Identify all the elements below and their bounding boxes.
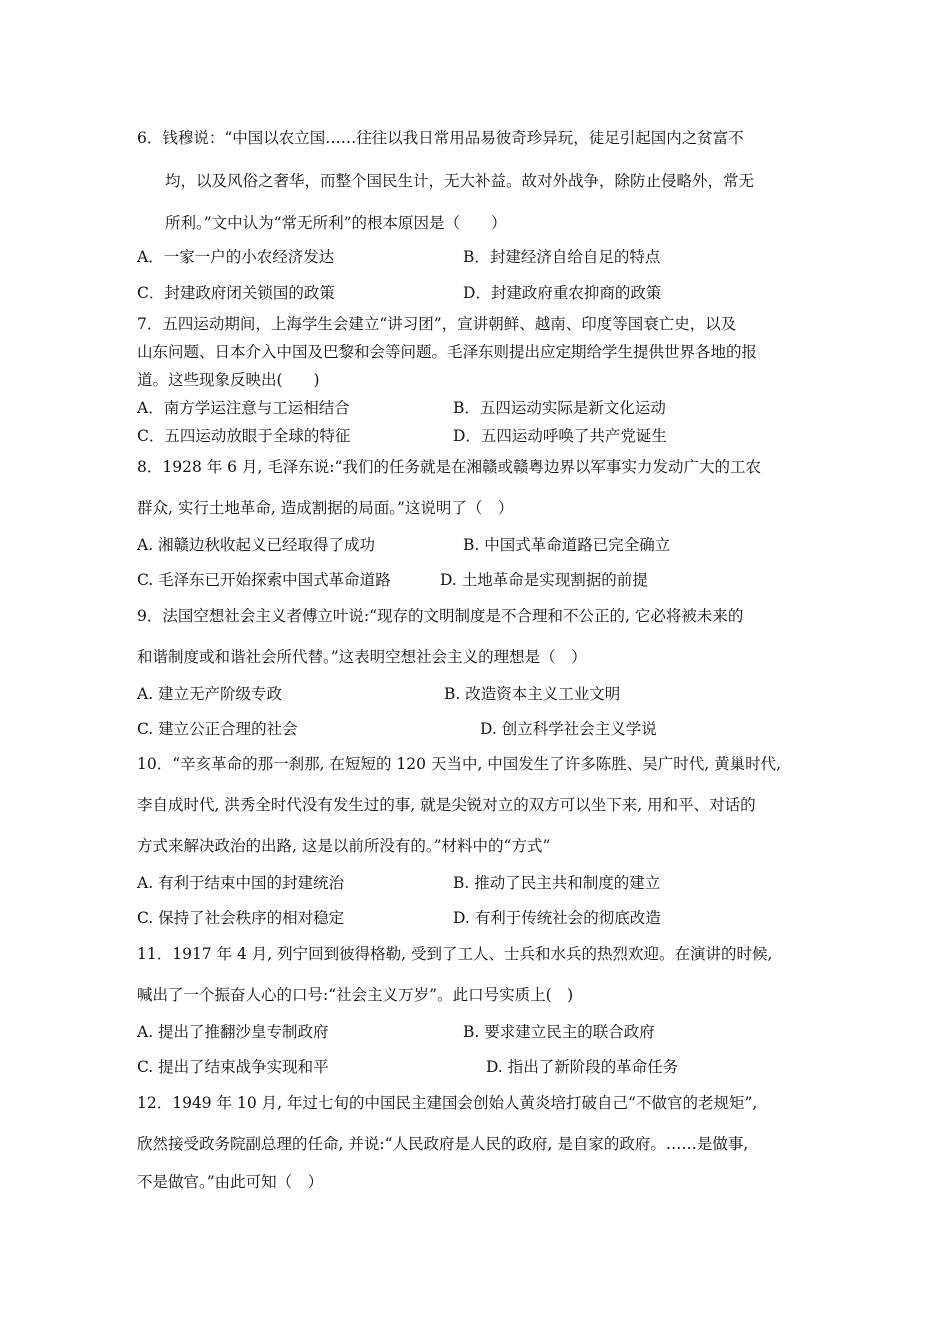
q6-stem-line-3: 所利。”文中认为“常无所利”的根本原因是（ ） bbox=[165, 214, 507, 232]
q10-option-c: C. 保持了社会秩序的相对稳定 bbox=[137, 909, 345, 927]
q10-stem-line-1: 10．“辛亥革命的那一刹那, 在短短的 120 天当中, 中国发生了许多陈胜、吴广时代, 黄巢时代, bbox=[137, 755, 782, 773]
q12-stem-line-3: 不是做官。”由此可知（ ） bbox=[137, 1173, 324, 1191]
q8-option-a: A. 湘赣边秋收起义已经取得了成功 bbox=[137, 536, 376, 554]
q11-option-c: C. 提出了结束战争实现和平 bbox=[137, 1058, 329, 1076]
q11-option-d: D. 指出了新阶段的革命任务 bbox=[486, 1058, 679, 1076]
q9-option-a: A. 建立无产阶级专政 bbox=[137, 685, 283, 703]
q11-stem-line-1: 11．1917 年 4 月, 列宁回到彼得格勒, 受到了工人、士兵和水兵的热烈欢迎。在演讲的时候, bbox=[137, 945, 773, 963]
q6-option-c: C．封建政府闭关锁国的政策 bbox=[137, 284, 335, 302]
q10-stem-line-2: 李自成时代, 洪秀全时代没有发生过的事, 就是尖锐对立的双方可以坐下来, 用和平、对话的 bbox=[137, 796, 756, 814]
q7-option-b: B．五四运动实际是新文化运动 bbox=[453, 399, 666, 417]
q11-option-b: B. 要求建立民主的联合政府 bbox=[463, 1023, 655, 1041]
q8-stem-line-2: 群众, 实行土地革命, 造成割据的局面。”这说明了（ ） bbox=[137, 499, 514, 517]
q10-option-b: B. 推动了民主共和制度的建立 bbox=[453, 874, 661, 892]
q9-option-d: D. 创立科学社会主义学说 bbox=[480, 720, 657, 738]
q8-option-b: B. 中国式革命道路已完全确立 bbox=[463, 536, 671, 554]
q10-option-d: D. 有利于传统社会的彻底改造 bbox=[453, 909, 661, 927]
q11-stem-line-2: 喊出了一个振奋人心的口号:“社会主义万岁”。此口号实质上( ) bbox=[137, 986, 574, 1004]
q6-stem-line-2: 均，以及风俗之奢华，而整个国民生计，无大补益。故对外战争，除防止侵略外，常无 bbox=[165, 172, 755, 190]
q9-stem-line-1: 9．法国空想社会主义者傅立叶说:“现存的文明制度是不合理和不公正的, 它必将被未来的 bbox=[137, 607, 744, 625]
q6-option-b: B．封建经济自给自足的特点 bbox=[463, 248, 661, 266]
q7-stem-line-3: 道。这些现象反映出( ) bbox=[137, 371, 320, 389]
q7-option-d: D．五四运动呼唤了共产党诞生 bbox=[453, 427, 667, 445]
q11-option-a: A. 提出了推翻沙皇专制政府 bbox=[137, 1023, 329, 1041]
q7-stem-line-1: 7．五四运动期间，上海学生会建立“讲习团”，宣讲朝鲜、越南、印度等国衰亡史，以及 bbox=[137, 315, 737, 333]
q8-stem-line-1: 8．1928 年 6 月, 毛泽东说:“我们的任务就是在湘赣或赣粤边界以军事实力发动广大的工农 bbox=[137, 458, 761, 476]
q7-option-c: C．五四运动放眼于全球的特征 bbox=[137, 427, 351, 445]
q10-option-a: A. 有利于结束中国的封建统治 bbox=[137, 874, 345, 892]
q6-stem-line-1: 6．钱穆说：“中国以农立国……往往以我日常用品易彼奇珍异玩，徒足引起国内之贫富不 bbox=[137, 129, 744, 147]
q7-stem-line-2: 山东问题、日本介入中国及巴黎和会等问题。毛泽东则提出应定期给学生提供世界各地的报 bbox=[137, 343, 758, 361]
q9-option-c: C. 建立公正合理的社会 bbox=[137, 720, 298, 738]
q12-stem-line-2: 欣然接受政务院副总理的任命, 并说:“人民政府是人民的政府, 是自家的政府。……是做事, bbox=[137, 1135, 749, 1153]
q8-option-d: D. 土地革命是实现割据的前提 bbox=[440, 571, 648, 589]
q6-option-d: D．封建政府重农抑商的政策 bbox=[463, 284, 662, 302]
q7-option-a: A．南方学运注意与工运相结合 bbox=[137, 399, 350, 417]
q9-option-b: B. 改造资本主义工业文明 bbox=[444, 685, 621, 703]
q8-option-c: C. 毛泽东已开始探索中国式革命道路 bbox=[137, 571, 391, 589]
q6-option-a: A．一家一户的小农经济发达 bbox=[137, 248, 335, 266]
q9-stem-line-2: 和谐制度或和谐社会所代替。”这表明空想社会主义的理想是（ ） bbox=[137, 648, 587, 666]
q10-stem-line-3: 方式来解决政治的出路, 这是以前所没有的。”材料中的“方式” bbox=[137, 837, 551, 855]
q12-stem-line-1: 12．1949 年 10 月, 年过七旬的中国民主建国会创始人黄炎培打破自己“不做官的老规矩”, bbox=[137, 1094, 758, 1112]
